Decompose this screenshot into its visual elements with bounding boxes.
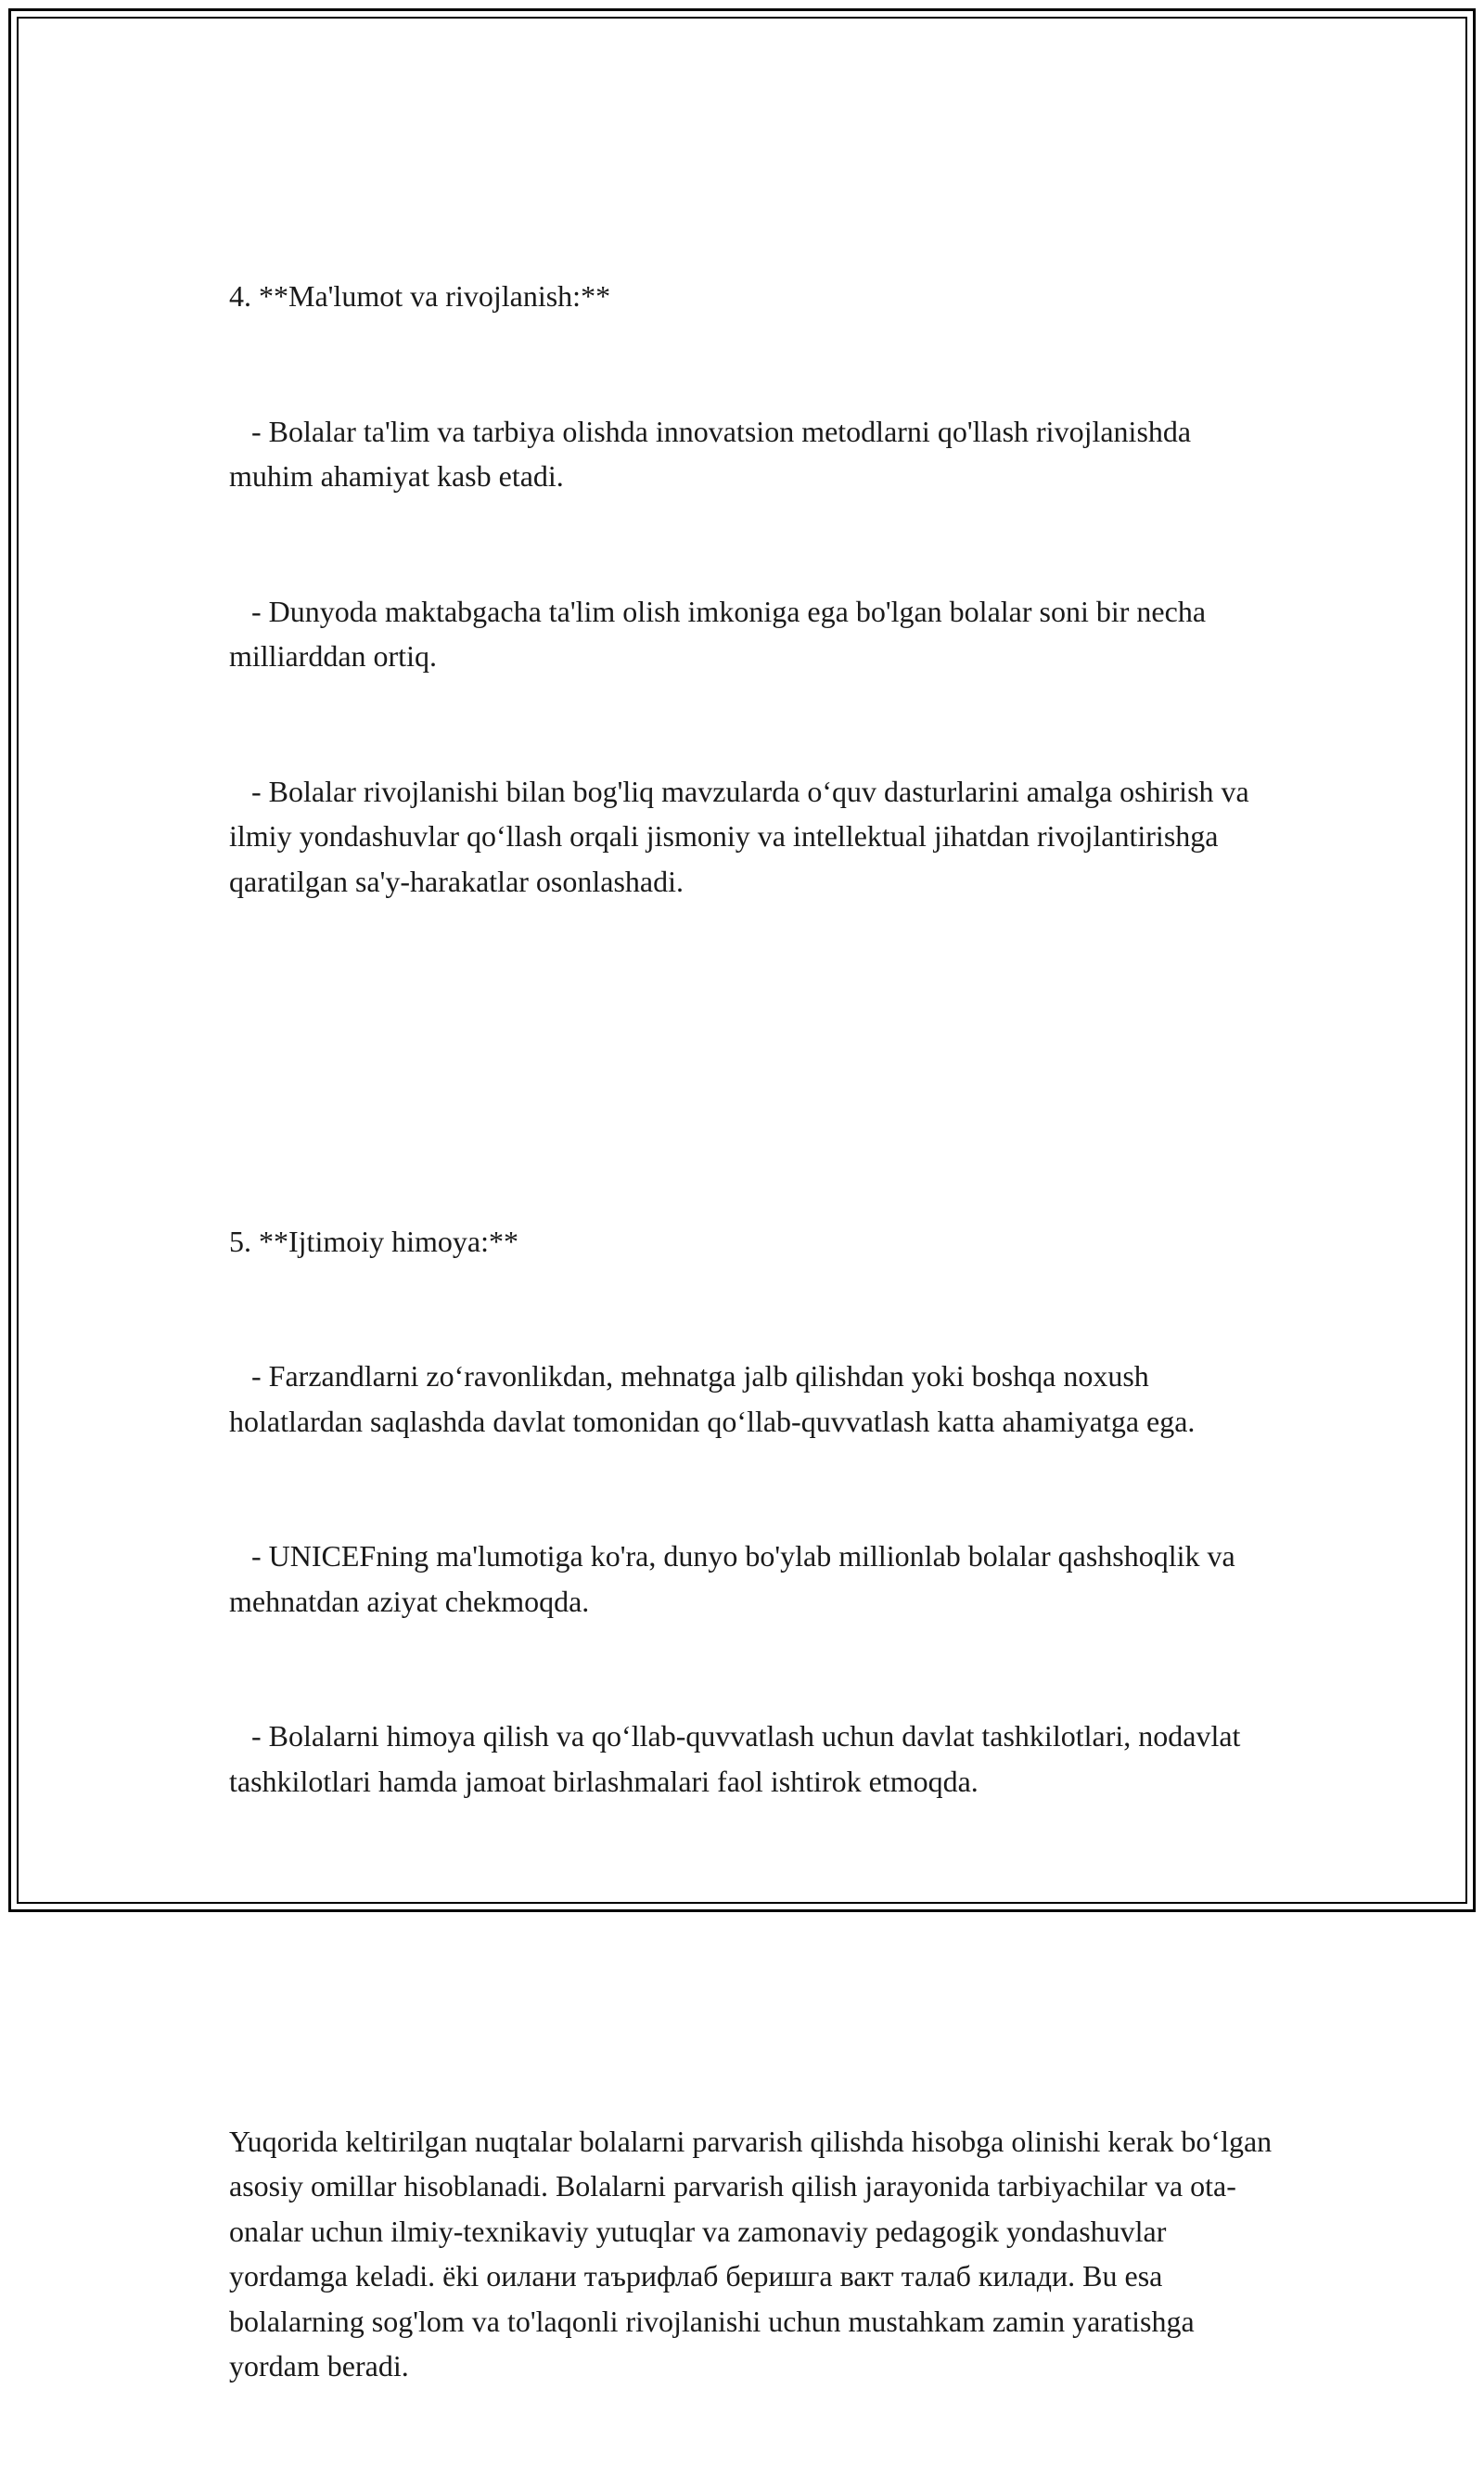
section-5-item-2: - UNICEFning ma'lumotiga ko'ra, dunyo bo'ylab millionlab bolalar qashshoqlik va mehnatdan aziyat chekmoqda. [229, 1539, 1243, 1618]
section-5-item-1: - Farzandlarni zo‘ravonlikdan, mehnatga jalb qilishdan yoki boshqa noxush holatlardan saqlashda davlat tomonidan qo‘llab-quvvatlash katta ahamiyatga ega. [229, 1359, 1196, 1438]
section-4-item-2: - Dunyoda maktabgacha ta'lim olish imkoniga ega bo'lgan bolalar soni bir necha milliarddan ortiq. [229, 594, 1214, 673]
document-body [229, 184, 1280, 2479]
section-4-item-1: - Bolalar ta'lim va tarbiya olishda innovatsion metodlarni qo'llash rivojlanishda muhim ahamiyat kasb etadi. [229, 414, 1199, 493]
paragraph-gap [229, 1939, 1277, 1984]
page-frame [8, 8, 1476, 2383]
section-4-heading: 4. **Ma'lumot va rivojlanish:** [229, 279, 611, 313]
conclusion-paragraph: Yuqorida keltirilgan nuqtalar bolalarni parvarish qilishda hisobga olinishi kerak bo‘lgan asosiy omillar hisoblanadi. Bolalarni parvarish qilish jarayonida tarbiyachilar va ota-onalar uchun ilmiy-texnikaviy yutuqlar va zamonaviy pedagogik yondashuvlar yordamga keladi. ёki оилани таърифлаб беришга вакт талаб килади. Bu esa bolalarning sog'lom va to'laqonli rivojlanishi uchun mustahkam zamin yaratishga yordam beradi. [229, 2124, 1280, 2383]
section-4-item-3: - Bolalar rivojlanishi bilan bog'liq mavzularda o‘quv dasturlarini amalga oshirish va ilmiy yondashuvlar qo‘llash orqali jismoniy va intellektual jihatdan rivojlantirishga qaratilgan sa'y-harakatlar osonlashadi. [229, 774, 1257, 898]
paragraph-gap [229, 1039, 1277, 1085]
section-5-item-3: - Bolalarni himoya qilish va qo‘llab-quvvatlash uchun davlat tashkilotlari, nodavlat tashkilotlari hamda jamoat birlashmalari faol ishtirok etmoqda. [229, 1719, 1248, 1798]
section-5-heading: 5. **Ijtimoiy himoya:** [229, 1224, 518, 1258]
